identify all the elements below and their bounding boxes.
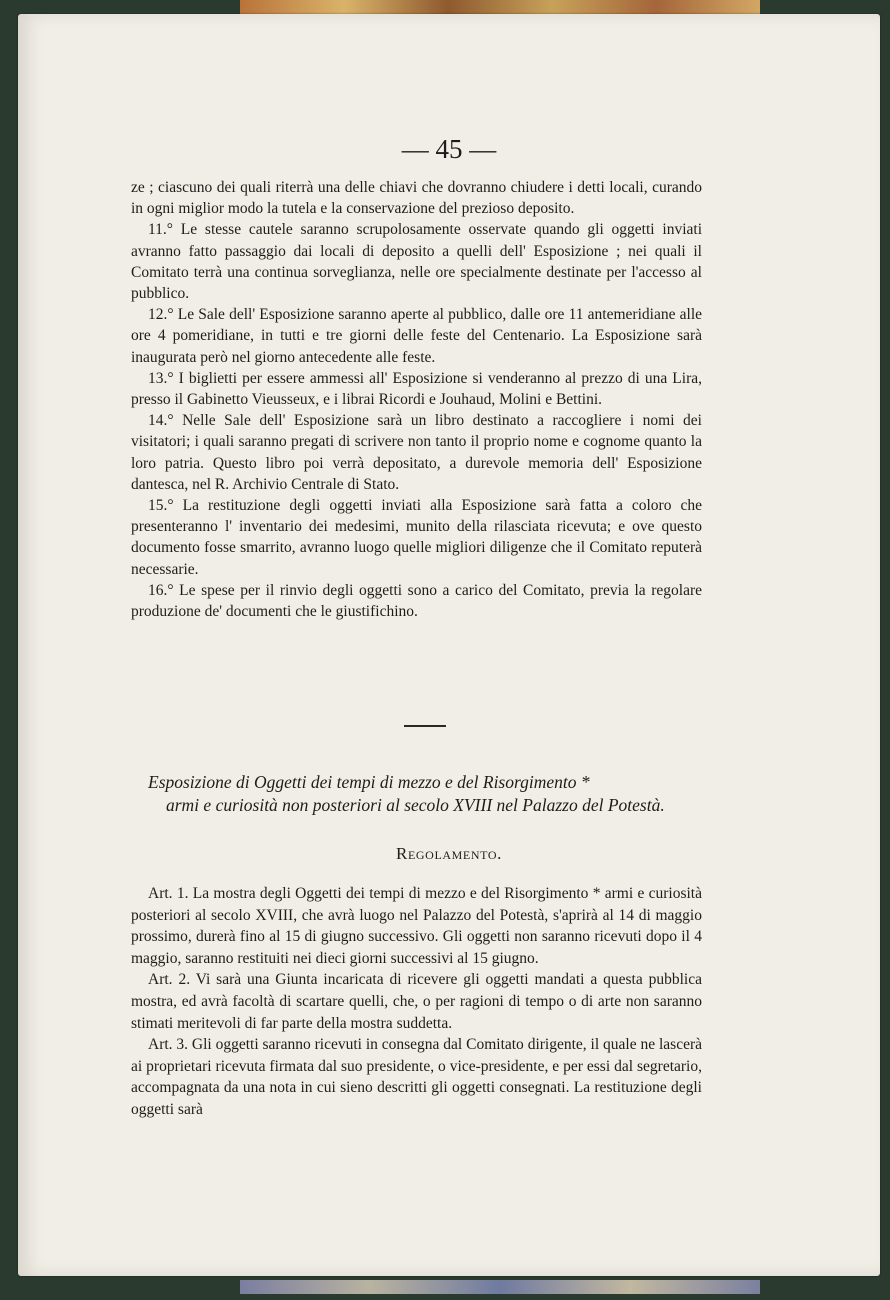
book-page [18, 14, 880, 1276]
paragraph-11: 11.° Le stesse cautele saranno scrupolosamente osservate quando gli oggetti inviati avranno fatto passaggio dai locali di deposito a quelli dell' Esposizione ; nei quali il Comitato terrà una continua sorveglianza, nelle ore specialmente destinate per l'accesso al pubblico. [131, 221, 702, 303]
article-3: Art. 3. Gli oggetti saranno ricevuti in consegna dal Comitato dirigente, il quale ne lascerà ai proprietari ricevuta firmata dal suo presidente, o vice-presidente, e per essi dal segretario, accompagnata da una nota in cui sieno descritti gli oggetti consegnati. La restituzione degli oggetti sarà [131, 1036, 702, 1118]
cover-edge-bottom [240, 1280, 760, 1294]
section-divider [404, 725, 446, 727]
heading-line-1: Esposizione di Oggetti dei tempi di mezzo e del Risorgimento * [148, 772, 590, 792]
paragraph-13: 13.° I biglietti per essere ammessi all' Esposizione si venderanno al prezzo di una Lira, presso il Gabinetto Vieusseux, e i librai Ricordi e Jouhaud, Molini e Bettini. [131, 369, 702, 409]
paragraph-14: 14.° Nelle Sale dell' Esposizione sarà un libro destinato a raccogliere i nomi dei visitatori; i quali saranno pregati di scrivere non tanto il proprio nome e cognome quanto la loro patria. Questo libro poi verrà depositato, a durevole memoria dell' Esposizione dantesca, nel R. Archivio Centrale di Stato. [131, 412, 702, 493]
paragraph-continuation: ze ; ciascuno dei quali riterrà una delle chiavi che dovranno chiudere i detti locali, curando in ogni miglior modo la tutela e la conservazione del prezioso deposito. [131, 179, 702, 218]
paragraph-16: 16.° Le spese per il rinvio degli oggetti sono a carico del Comitato, previa la regolare produzione de' documenti che le giustifichino. [131, 581, 702, 621]
paragraph-15: 15.° La restituzione degli oggetti inviati alla Esposizione sarà fatta a coloro che presenteranno l' inventario dei medesimi, munito della rilasciata ricevuta; e ove questo documento fosse smarrito, avranno luogo quelle migliori diligenze che il Comitato reputerà necessarie. [131, 497, 702, 578]
regolamento-title: Regolamento. [396, 844, 502, 863]
paragraph-12: 12.° Le Sale dell' Esposizione saranno aperte al pubblico, dalle ore 11 antemeridiane alle ore 4 pomeridiane, in tutti e tre giorni delle feste del Centenario. La Esposizione sarà inaugurata però nel giorno antecedente alle feste. [131, 306, 702, 366]
regolamento-articles [131, 883, 702, 1121]
article-2: Art. 2. Vi sarà una Giunta incaricata di ricevere gli oggetti mandati a questa pubblica mostra, ed avrà facoltà di scartare quelli, che, o per ragioni di tempo o di arte non saranno stimati meritevoli di far parte della mostra suddetta. [131, 971, 702, 1032]
article-1: Art. 1. La mostra degli Oggetti dei tempi di mezzo e del Risorgimento * armi e curiosità posteriori al secolo XVIII, che avrà luogo nel Palazzo del Potestà, s'aprirà al 14 di maggio prossimo, durerà fino al 15 di giugno successivo. Gli oggetti non saranno ricevuti dopo il 4 maggio, saranno restituiti nei dieci giorni successivi al 15 giugno. [131, 885, 702, 967]
section-heading [148, 771, 708, 816]
regulations-continued [131, 177, 702, 622]
page-number: — 45 — [401, 134, 497, 164]
heading-line-2: armi e curiosità non posteriori al secolo XVIII nel Palazzo del Potestà. [166, 794, 665, 815]
